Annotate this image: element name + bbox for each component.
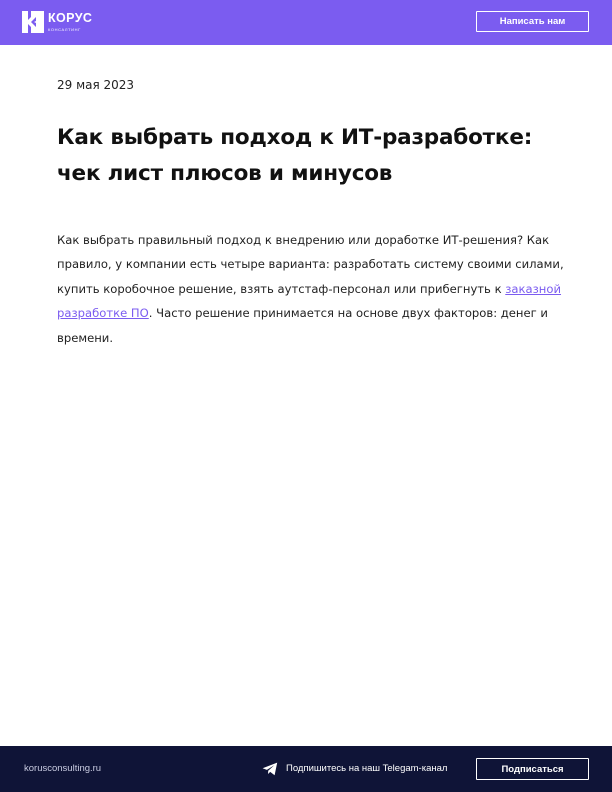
paragraph-text-start: Как выбрать правильный подход к внедрению или доработке ИТ-решения? Как правило, у компании есть четыре варианта: разработать систему своими силами, купить коробочное решение, взять аутстаф-персонал или прибегнуть к: [57, 233, 564, 296]
article-paragraph: [57, 228, 567, 350]
write-us-button[interactable]: Написать нам: [476, 11, 589, 32]
logo-subtitle: КОНСАЛТИНГ: [48, 26, 81, 32]
article-date: 29 мая 2023: [57, 78, 135, 92]
telegram-icon[interactable]: [262, 762, 278, 776]
custom-development-link[interactable]: заказной разработке ПО: [57, 281, 562, 321]
telegram-subscribe-text: Подпишитесь на наш Telegam-канал: [286, 763, 448, 774]
subscribe-button[interactable]: Подписаться: [476, 758, 589, 780]
logo-mark-icon: [22, 11, 44, 33]
paragraph-text-end: . Часто решение принимается на основе двух факторов: денег и времени.: [57, 306, 548, 345]
logo[interactable]: [22, 11, 92, 33]
article-title: Как выбрать подход к ИТ-разработке: чек лист плюсов и минусов: [57, 125, 533, 186]
site-link[interactable]: korusconsulting.ru: [24, 763, 102, 774]
header-bar: [0, 0, 612, 45]
footer-bar: [0, 746, 612, 792]
logo-name: КОРУС: [48, 11, 93, 25]
